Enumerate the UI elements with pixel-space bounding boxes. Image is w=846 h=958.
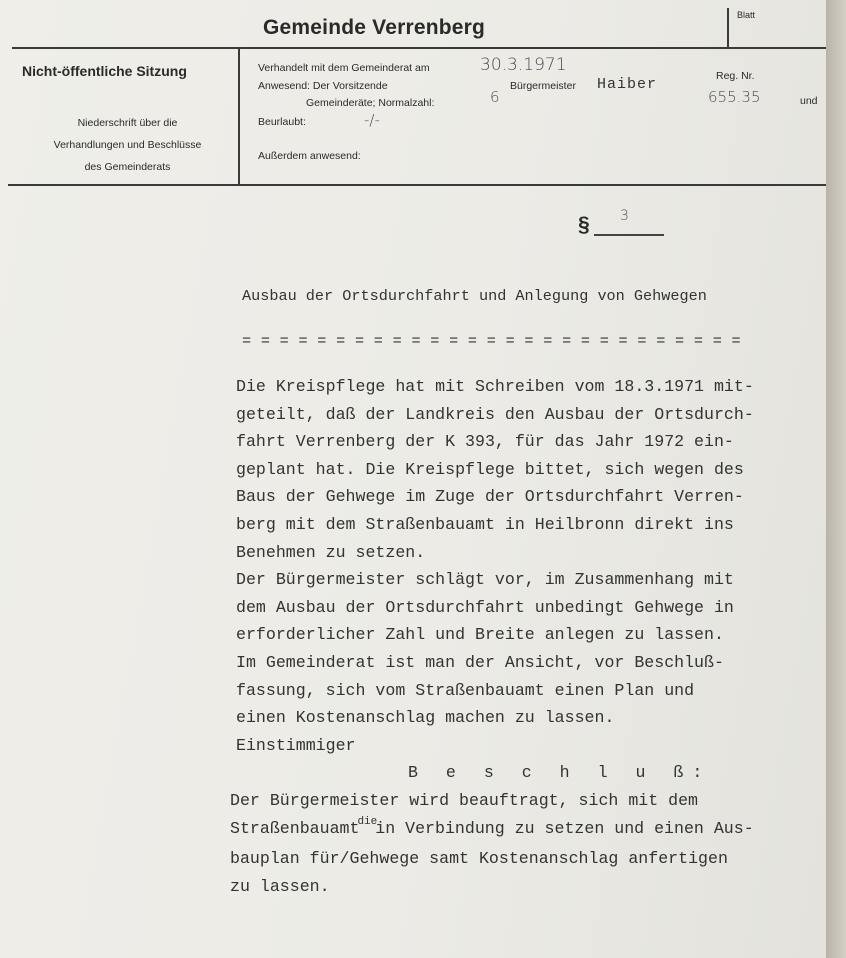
body-line: Einstimmiger	[236, 735, 356, 755]
decision-line: zu lassen.	[230, 876, 330, 896]
header-top-rule	[12, 47, 826, 49]
meeting-date: 30.3.1971	[480, 55, 567, 75]
body-line: fassung, sich vom Straßenbauamt einen Plan und	[236, 680, 695, 700]
also-present-label: Außerdem anwesend:	[258, 150, 361, 162]
paragraph-number-line	[594, 234, 664, 236]
body-line: geplant hat. Die Kreispflege bittet, sich wegen des	[236, 459, 744, 479]
session-type: Nicht-öffentliche Sitzung	[22, 63, 187, 79]
minutes-body	[230, 373, 836, 900]
body-line: Baus der Gehwege im Zuge der Ortsdurchfahrt Verren-	[236, 487, 744, 507]
minutes-title	[30, 112, 225, 178]
minutes-title-line: des Gemeinderats	[84, 161, 171, 173]
body-line: Die Kreispflege hat mit Schreiben vom 18.3.1971 mit-	[236, 377, 754, 396]
handwritten-insertion: die	[357, 815, 378, 828]
and-label: und	[800, 95, 818, 107]
decision-fragment: Gehwege samt Kostenanschlag anfertigen	[349, 849, 728, 869]
decision-line: Der Bürgermeister wird beauftragt, sich mit dem	[230, 790, 699, 810]
mayor-label: Bürgermeister	[510, 80, 576, 92]
body-line: dem Ausbau der Ortsdurchfahrt unbedingt Gehwege in	[236, 597, 734, 617]
excused-label: Beurlaubt:	[258, 116, 306, 128]
sheet-label: Blatt	[737, 10, 756, 20]
body-line: fahrt Verrenberg der K 393, für das Jahr 1972 ein-	[236, 432, 734, 452]
reg-number: 655.35	[708, 88, 761, 106]
body-line: Im Gemeinderat ist man der Ansicht, vor Beschluß-	[236, 652, 724, 672]
negotiated-label: Verhandelt mit dem Gemeinderat am	[258, 62, 430, 74]
decision-fragment: bauplan für/	[230, 849, 350, 869]
minutes-title-line: Niederschrift über die	[77, 117, 178, 129]
minutes-title-line: Verhandlungen und Beschlüsse	[53, 139, 202, 151]
heading-underline: = = = = = = = = = = = = = = = = = = = = = = = = = = =	[242, 332, 741, 350]
excused-value: -/-	[364, 111, 380, 129]
decision-line	[230, 815, 836, 846]
councillors-label: Gemeinderäte; Normalzahl:	[306, 97, 435, 109]
municipality-title: Gemeinde Verrenberg	[263, 16, 486, 39]
paragraph-number: 3	[620, 208, 629, 224]
mayor-name: Haiber	[597, 76, 658, 93]
decision-fragment: in Verbindung zu setzen und einen Aus-	[375, 818, 754, 838]
body-line: Benehmen zu setzen.	[236, 542, 426, 562]
decision-line	[230, 845, 836, 873]
reg-number-label: Reg. Nr.	[716, 70, 755, 82]
decision-heading: B e s c h l u ß:	[408, 763, 712, 783]
body-line: geteilt, daß der Landkreis den Ausbau der Ortsdurch-	[236, 404, 754, 424]
body-line: erforderlicher Zahl und Breite anlegen zu lassen.	[236, 625, 724, 645]
body-line: berg mit dem Straßenbauamt in Heilbronn direkt ins	[236, 514, 734, 534]
body-line: einen Kostenanschlag machen zu lassen.	[236, 708, 615, 728]
sheet-box-divider	[727, 8, 729, 48]
header-bottom-rule	[8, 184, 826, 186]
normal-count: 6	[490, 88, 500, 106]
body-line: Der Bürgermeister schlägt vor, im Zusammenhang mit	[236, 570, 734, 590]
agenda-heading: Ausbau der Ortsdurchfahrt und Anlegung von Gehwegen	[242, 287, 707, 305]
underlying-page-edge	[826, 0, 846, 958]
header-column-divider	[238, 48, 240, 185]
paragraph-sign: §	[578, 213, 590, 236]
decision-fragment: Straßenbauamt	[230, 818, 360, 838]
present-label: Anwesend: Der Vorsitzende	[258, 80, 388, 92]
